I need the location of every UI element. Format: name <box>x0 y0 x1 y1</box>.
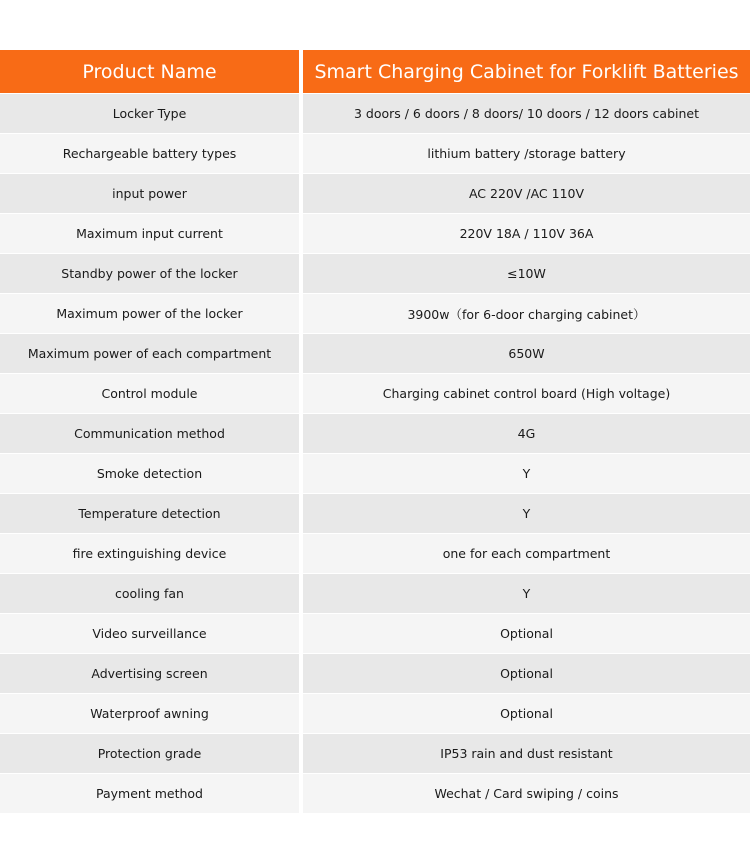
table-row <box>0 774 750 814</box>
spec-label: Smoke detection <box>0 454 303 494</box>
spec-value: 3900w（for 6-door charging cabinet） <box>303 294 750 334</box>
header-product-title: Smart Charging Cabinet for Forklift Batteries <box>303 50 750 94</box>
table-row <box>0 414 750 454</box>
spec-label: Communication method <box>0 414 303 454</box>
spec-label: input power <box>0 174 303 214</box>
spec-value: 3 doors / 6 doors / 8 doors/ 10 doors / 12 doors cabinet <box>303 94 750 134</box>
spec-value: Y <box>303 454 750 494</box>
spec-value: Optional <box>303 614 750 654</box>
spec-label: Waterproof awning <box>0 694 303 734</box>
table-row <box>0 694 750 734</box>
table-row <box>0 214 750 254</box>
table-row <box>0 454 750 494</box>
spec-table <box>0 50 750 814</box>
spec-label: Rechargeable battery types <box>0 134 303 174</box>
table-row <box>0 654 750 694</box>
spec-value: Optional <box>303 694 750 734</box>
table-body <box>0 94 750 814</box>
spec-label: cooling fan <box>0 574 303 614</box>
spec-label: Temperature detection <box>0 494 303 534</box>
spec-value: 650W <box>303 334 750 374</box>
spec-label: Protection grade <box>0 734 303 774</box>
table-row <box>0 294 750 334</box>
spec-value: Y <box>303 574 750 614</box>
spec-label: fire extinguishing device <box>0 534 303 574</box>
spec-value: lithium battery /storage battery <box>303 134 750 174</box>
table-header <box>0 50 750 94</box>
table-row <box>0 134 750 174</box>
table-row <box>0 734 750 774</box>
table-row <box>0 574 750 614</box>
table-row <box>0 614 750 654</box>
table-row <box>0 254 750 294</box>
spec-value: Charging cabinet control board (High voltage) <box>303 374 750 414</box>
spec-label: Maximum input current <box>0 214 303 254</box>
table-row <box>0 374 750 414</box>
table-row <box>0 494 750 534</box>
spec-value: Y <box>303 494 750 534</box>
spec-label: Advertising screen <box>0 654 303 694</box>
table-row <box>0 94 750 134</box>
spec-value: Wechat / Card swiping / coins <box>303 774 750 814</box>
table-row <box>0 334 750 374</box>
spec-label: Video surveillance <box>0 614 303 654</box>
spec-label: Payment method <box>0 774 303 814</box>
table-row <box>0 174 750 214</box>
spec-value: 4G <box>303 414 750 454</box>
spec-value: IP53 rain and dust resistant <box>303 734 750 774</box>
spec-value: Optional <box>303 654 750 694</box>
spec-label: Maximum power of each compartment <box>0 334 303 374</box>
header-row <box>0 50 750 94</box>
spec-value: ≤10W <box>303 254 750 294</box>
spec-label: Locker Type <box>0 94 303 134</box>
spec-label: Maximum power of the locker <box>0 294 303 334</box>
table-row <box>0 534 750 574</box>
spec-value: one for each compartment <box>303 534 750 574</box>
spec-value: 220V 18A / 110V 36A <box>303 214 750 254</box>
header-product-name: Product Name <box>0 50 303 94</box>
spec-label: Standby power of the locker <box>0 254 303 294</box>
spec-value: AC 220V /AC 110V <box>303 174 750 214</box>
spec-label: Control module <box>0 374 303 414</box>
